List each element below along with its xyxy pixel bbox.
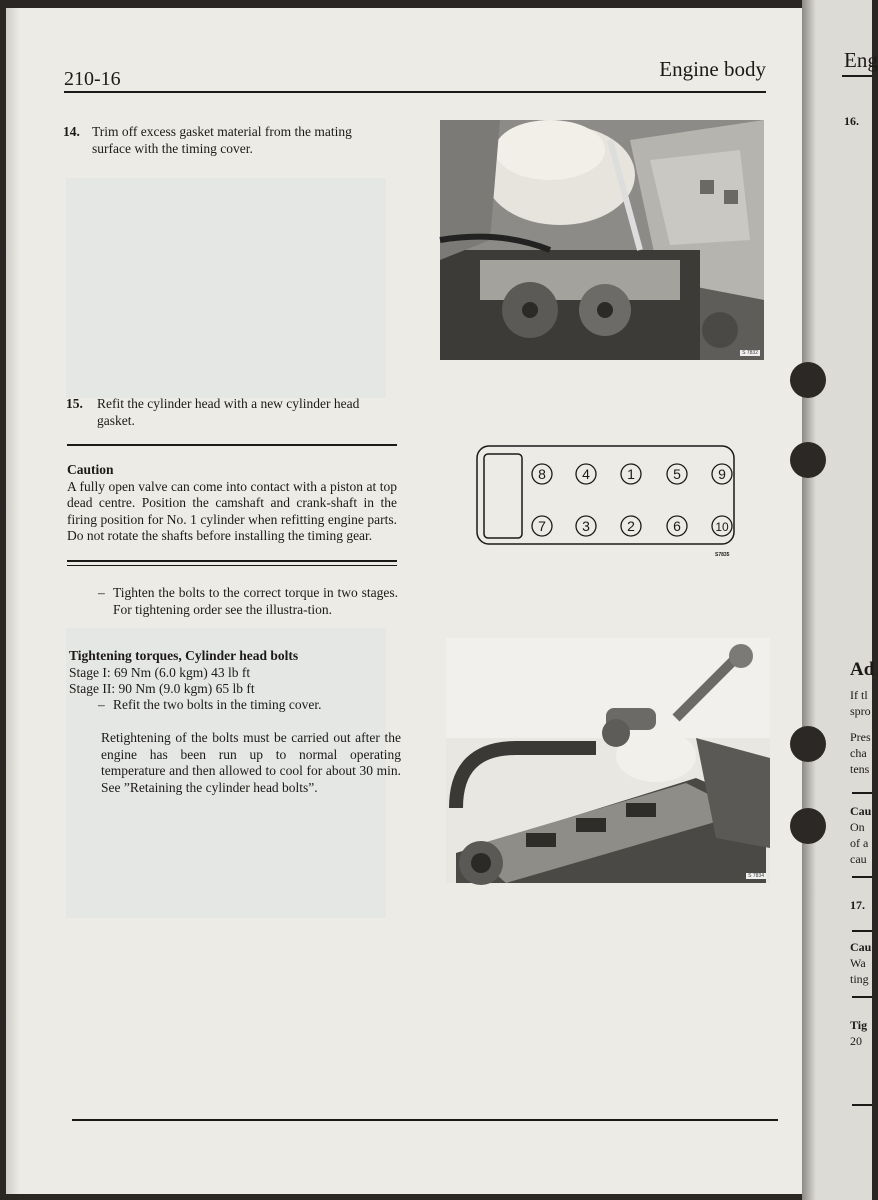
torque-stage-1: Stage I: 69 Nm (6.0 kgm) 43 lb ft [69, 664, 251, 680]
show-through-left [66, 178, 386, 398]
adjacent-rule [852, 930, 872, 932]
bolt-number-top-1: 8 [538, 466, 546, 482]
adjacent-torque: Tig [850, 1018, 868, 1032]
step-text: Trim off excess gasket material from the mating surface with the timing cover. [92, 124, 352, 156]
adjacent-caution: Cau [850, 940, 872, 954]
page-number: 210-16 [64, 68, 121, 90]
adjacent-step-16: 16. [844, 114, 859, 128]
caution-title: Caution [67, 462, 114, 477]
adjacent-line: cha [850, 746, 867, 760]
caution-top-rule [67, 444, 397, 446]
bullet-text: Refit the two bolts in the timing cover. [113, 697, 322, 712]
bullet-dash: – [98, 585, 105, 600]
bolt-number-top-2: 4 [582, 466, 590, 482]
step-15 [66, 396, 396, 429]
binder-hole [790, 808, 826, 844]
divider-rule [67, 565, 397, 566]
bolt-number-bottom-3: 2 [627, 518, 635, 534]
footer-rule [72, 1119, 778, 1121]
bolt-number-top-4: 5 [673, 466, 681, 482]
adjacent-line: spro [850, 704, 871, 718]
adjacent-line: Wa [850, 956, 866, 970]
engine-photo-graphic [440, 120, 764, 360]
torque-stage-2: Stage II: 90 Nm (9.0 kgm) 65 lb ft [69, 681, 255, 696]
adjacent-page [802, 0, 878, 1200]
adjacent-rule [852, 792, 872, 794]
torque-wrench-photo-graphic [446, 638, 770, 883]
instruction-bullet [98, 697, 398, 714]
adjacent-line: On [850, 820, 865, 834]
figure-label: S7835 [715, 552, 730, 558]
bolt-number-bottom-5: 10 [715, 520, 729, 534]
step-text: Refit the cylinder head with a new cylinder head gasket. [97, 396, 360, 428]
adjacent-rule [852, 876, 872, 878]
header-rule [64, 91, 766, 93]
adjacent-rule [852, 996, 872, 998]
caution-box [67, 462, 397, 545]
bolt-number-bottom-4: 6 [673, 518, 681, 534]
retightening-note: Retightening of the bolts must be carried out after the engine has been run up to normal operating temperature and then allowed to cool for about 30 min. See ”Retaining the cylinder head bolts”. [101, 730, 401, 795]
caution-text: A fully open valve can come into contact with a piston at top dead centre. Position the camshaft and crank-shaft in the firing position for No. 1 cylinder when refitting engine parts. Do not rotate the shafts before installing the timing gear. [67, 478, 397, 543]
adjacent-step-17: 17. [850, 898, 865, 912]
adjacent-line: of a [850, 836, 869, 850]
adjacent-rule [852, 1104, 872, 1106]
caution-bottom-rule [67, 560, 397, 562]
bolt-number-top-5: 9 [718, 466, 726, 482]
bolt-number-bottom-1: 7 [538, 518, 546, 534]
figure-label: S 7834 [748, 873, 764, 879]
adjacent-heading: Ad [850, 659, 875, 680]
bolt-number-top-3: 1 [627, 466, 635, 482]
tightening-torques [69, 648, 298, 698]
bullet-dash: – [98, 697, 105, 712]
binder-hole [790, 362, 826, 398]
adjacent-caution: Cau [850, 804, 872, 818]
bullet-text: Tighten the bolts to the correct torque in two stages. For tightening order see the illustra-tion. [113, 585, 398, 617]
adjacent-line: ting [850, 972, 869, 986]
step-number: 15. [66, 396, 83, 411]
bolt-tightening-diagram [476, 444, 736, 554]
step-number: 14. [63, 124, 80, 139]
torques-title: Tightening torques, Cylinder head bolts [69, 648, 299, 663]
adjacent-line: Pres [850, 730, 871, 744]
binding-gutter [802, 0, 816, 1200]
bolt-number-bottom-2: 3 [582, 518, 590, 534]
photo-trim-gasket [440, 120, 764, 360]
adjacent-line: tens [850, 762, 870, 776]
step-14 [63, 124, 393, 157]
page-edge-shade [6, 8, 20, 1194]
binder-hole [790, 726, 826, 762]
binder-hole [790, 442, 826, 478]
adjacent-line: cau [850, 852, 867, 866]
adjacent-header: Eng [844, 48, 878, 72]
instruction-bullet [98, 585, 398, 618]
photo-tighten-bolts [446, 638, 770, 883]
section-title: Engine body [659, 57, 766, 81]
adjacent-line: 20 [850, 1034, 862, 1048]
manual-page [6, 8, 802, 1194]
adjacent-header-rule [842, 75, 872, 77]
adjacent-line: If tl [850, 688, 868, 702]
cylinder-head-outline [476, 444, 736, 554]
figure-label: S 7832 [742, 350, 758, 356]
